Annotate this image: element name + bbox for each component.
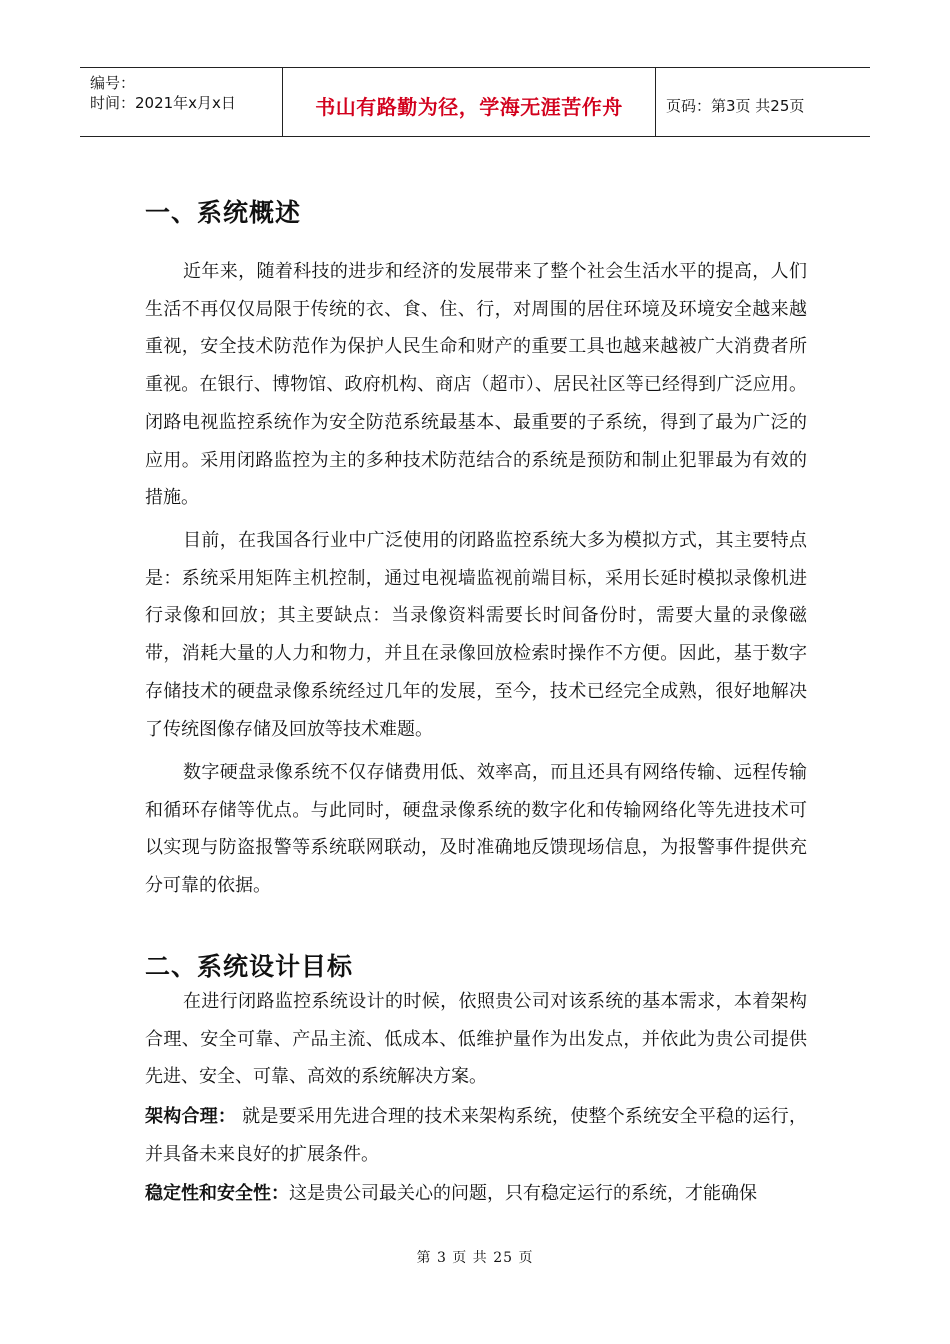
design-goal-item-label: 稳定性和安全性： [145,1183,289,1204]
design-goals-paragraph: 在进行闭路监控系统设计的时候，依照贵公司对该系统的基本需求，本着架构合理、安全可靠、产品主流、低成本、低维护量作为出发点，并依此为贵公司提供先进、安全、可靠、高效的系统解决方案。 [145,991,807,1088]
document-time-label: 时间：2021年x月x日 [90,94,236,112]
design-goal-item-text: 这是贵公司最关心的问题，只有稳定运行的系统，才能确保 [289,1183,757,1204]
section-heading-overview: 一、系统概述 [145,198,302,227]
header-page-info: 页码：第3页 共25页 [666,97,805,115]
header-meta-cell [80,68,282,136]
design-goal-item-architecture [145,1098,807,1173]
overview-paragraph-1: 近年来，随着科技的进步和经济的发展带来了整个社会生活水平的提高，人们生活不再仅仅局限于传统的衣、食、住、行，对周围的居住环境及环境安全越来越重视，安全技术防范作为保护人民生命和财产的重要工具也越来越被广大消费者所重视。在银行、博物馆、政府机构、商店（超市）、居民社区等已经得到广泛应用。闭路电视监控系统作为安全防范系统最基本、最重要的子系统，得到了最为广泛的应用。采用闭路监控为主的多种技术防范结合的系统是预防和制止犯罪最为有效的措施。 [145,261,807,509]
header-motto: 书山有路勤为径，学海无涯苦作舟 [315,95,623,119]
section-heading-design-goals: 二、系统设计目标 [145,952,354,981]
overview-paragraph-2: 目前，在我国各行业中广泛使用的闭路监控系统大多为模拟方式，其主要特点是：系统采用矩阵主机控制，通过电视墙监视前端目标，采用长延时模拟录像机进行录像和回放；其主要缺点：当录像资料需要长时间备份时，需要大量的录像磁带，消耗大量的人力和物力，并且在录像回放检索时操作不方便。因此，基于数字存储技术的硬盘录像系统经过几年的发展，至今，技术已经完全成熟，很好地解决了传统图像存储及回放等技术难题。 [145,530,807,740]
header-motto-cell [282,68,656,136]
overview-paragraph-3: 数字硬盘录像系统不仅存储费用低、效率高，而且还具有网络传输、远程传输和循环存储等优点。与此同时，硬盘录像系统的数字化和传输网络化等先进技术可以实现与防盗报警等系统联网联动，及时准确地反馈现场信息，为报警事件提供充分可靠的依据。 [145,762,807,897]
design-goal-item-stability [145,1175,807,1213]
design-goal-item-text: 就是要采用先进合理的技术来架构系统，使整个系统安全平稳的运行，并具备未来良好的扩展条件。 [145,1106,808,1165]
header-page-cell [656,68,870,136]
design-goal-item-label: 架构合理： [145,1106,237,1127]
page-header-table [80,67,870,137]
page-footer: 第 3 页 共 25 页 [416,1250,534,1266]
document-number-label: 编号： [90,74,136,92]
